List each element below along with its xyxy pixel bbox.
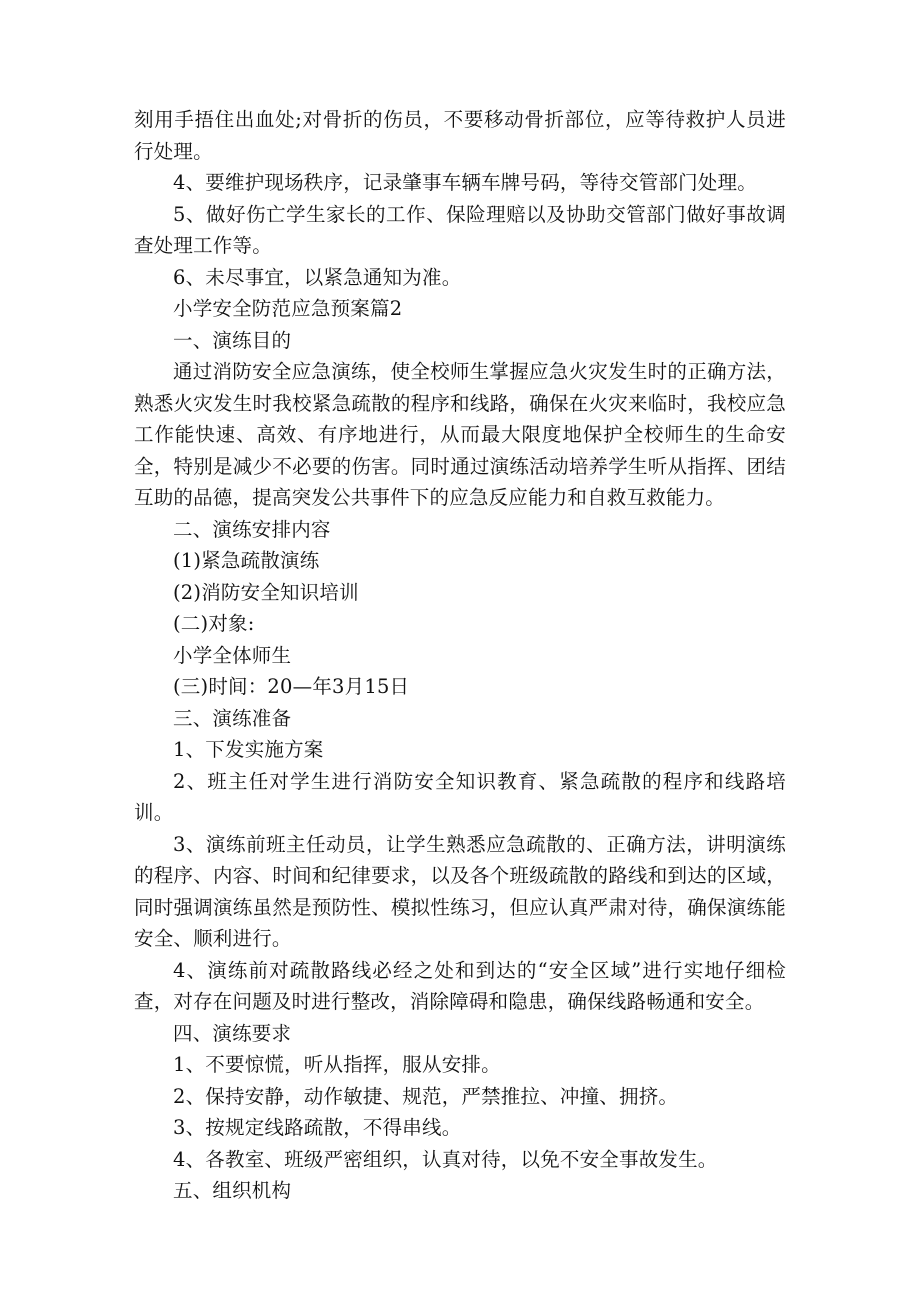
heading: 一、演练目的 <box>173 328 292 352</box>
list-item: 2、保持安静，动作敏捷、规范，严禁推拉、冲撞、拥挤。 <box>173 1084 679 1108</box>
heading: 二、演练安排内容 <box>173 517 331 541</box>
list-item: 4、演练前对疏散路线必经之处和到达的“安全区域”进行实地仔细检查，对存在问题及时进行整改，消除障碍和隐患，确保线路畅通和安全。 <box>134 958 786 1013</box>
list-item: 3、按规定线路疏散，不得串线。 <box>173 1116 462 1139</box>
paragraph: 小学全体师生 <box>173 643 292 667</box>
heading: 四、演练要求 <box>173 1021 292 1045</box>
paragraph: 通过消防安全应急演练，使全校师生掌握应急火灾发生时的正确方法，熟悉火灾发生时我校紧急疏散的程序和线路，确保在火灾来临时，我校应急工作能快速、高效、有序地进行，从而最大限度地保护全校师生的生命安全，特别是减少不必要的伤害。同时通过演练活动培养学生听从指挥、团结互助的品德，提高突发公共事件下的应急反应能力和自救互救能力。 <box>134 360 786 509</box>
heading: 五、组织机构 <box>173 1179 292 1202</box>
heading: 三、演练准备 <box>173 706 292 730</box>
paragraph: 5、做好伤亡学生家长的工作、保险理赔以及协助交管部门做好事故调查处理工作等。 <box>134 202 786 257</box>
paragraph-continuation: 刻用手捂住出血处;对骨折的伤员，不要移动骨折部位，应等待救护人员进行处理。 <box>134 108 786 163</box>
list-item: 4、各教室、班级严密组织，认真对待，以免不安全事故发生。 <box>173 1147 718 1171</box>
section-title: 小学安全防范应急预案篇2 <box>173 297 403 320</box>
list-item: 1、不要惊慌，听从指挥，服从安排。 <box>173 1053 501 1076</box>
list-item: 2、班主任对学生进行消防安全知识教育、紧急疏散的程序和线路培训。 <box>134 769 786 824</box>
paragraph: 4、要维护现场秩序，记录肇事车辆车牌号码，等待交管部门处理。 <box>173 171 757 194</box>
list-item: 1、下发实施方案 <box>173 738 324 761</box>
list-item: (2)消防安全知识培训 <box>173 580 359 604</box>
list-item: (1)紧急疏散演练 <box>173 549 320 572</box>
subheading: (二)对象: <box>173 612 255 635</box>
paragraph: 6、未尽事宜，以紧急通知为准。 <box>173 265 462 289</box>
subheading: (三)时间：20—年3月15日 <box>173 675 410 698</box>
list-item: 3、演练前班主任动员，让学生熟悉应急疏散的、正确方法，讲明演练的程序、内容、时间和纪律要求，以及各个班级疏散的路线和到达的区域，同时强调演练虽然是预防性、模拟性练习，但应认真严肃对待，确保演练能安全、顺利进行。 <box>134 832 786 950</box>
